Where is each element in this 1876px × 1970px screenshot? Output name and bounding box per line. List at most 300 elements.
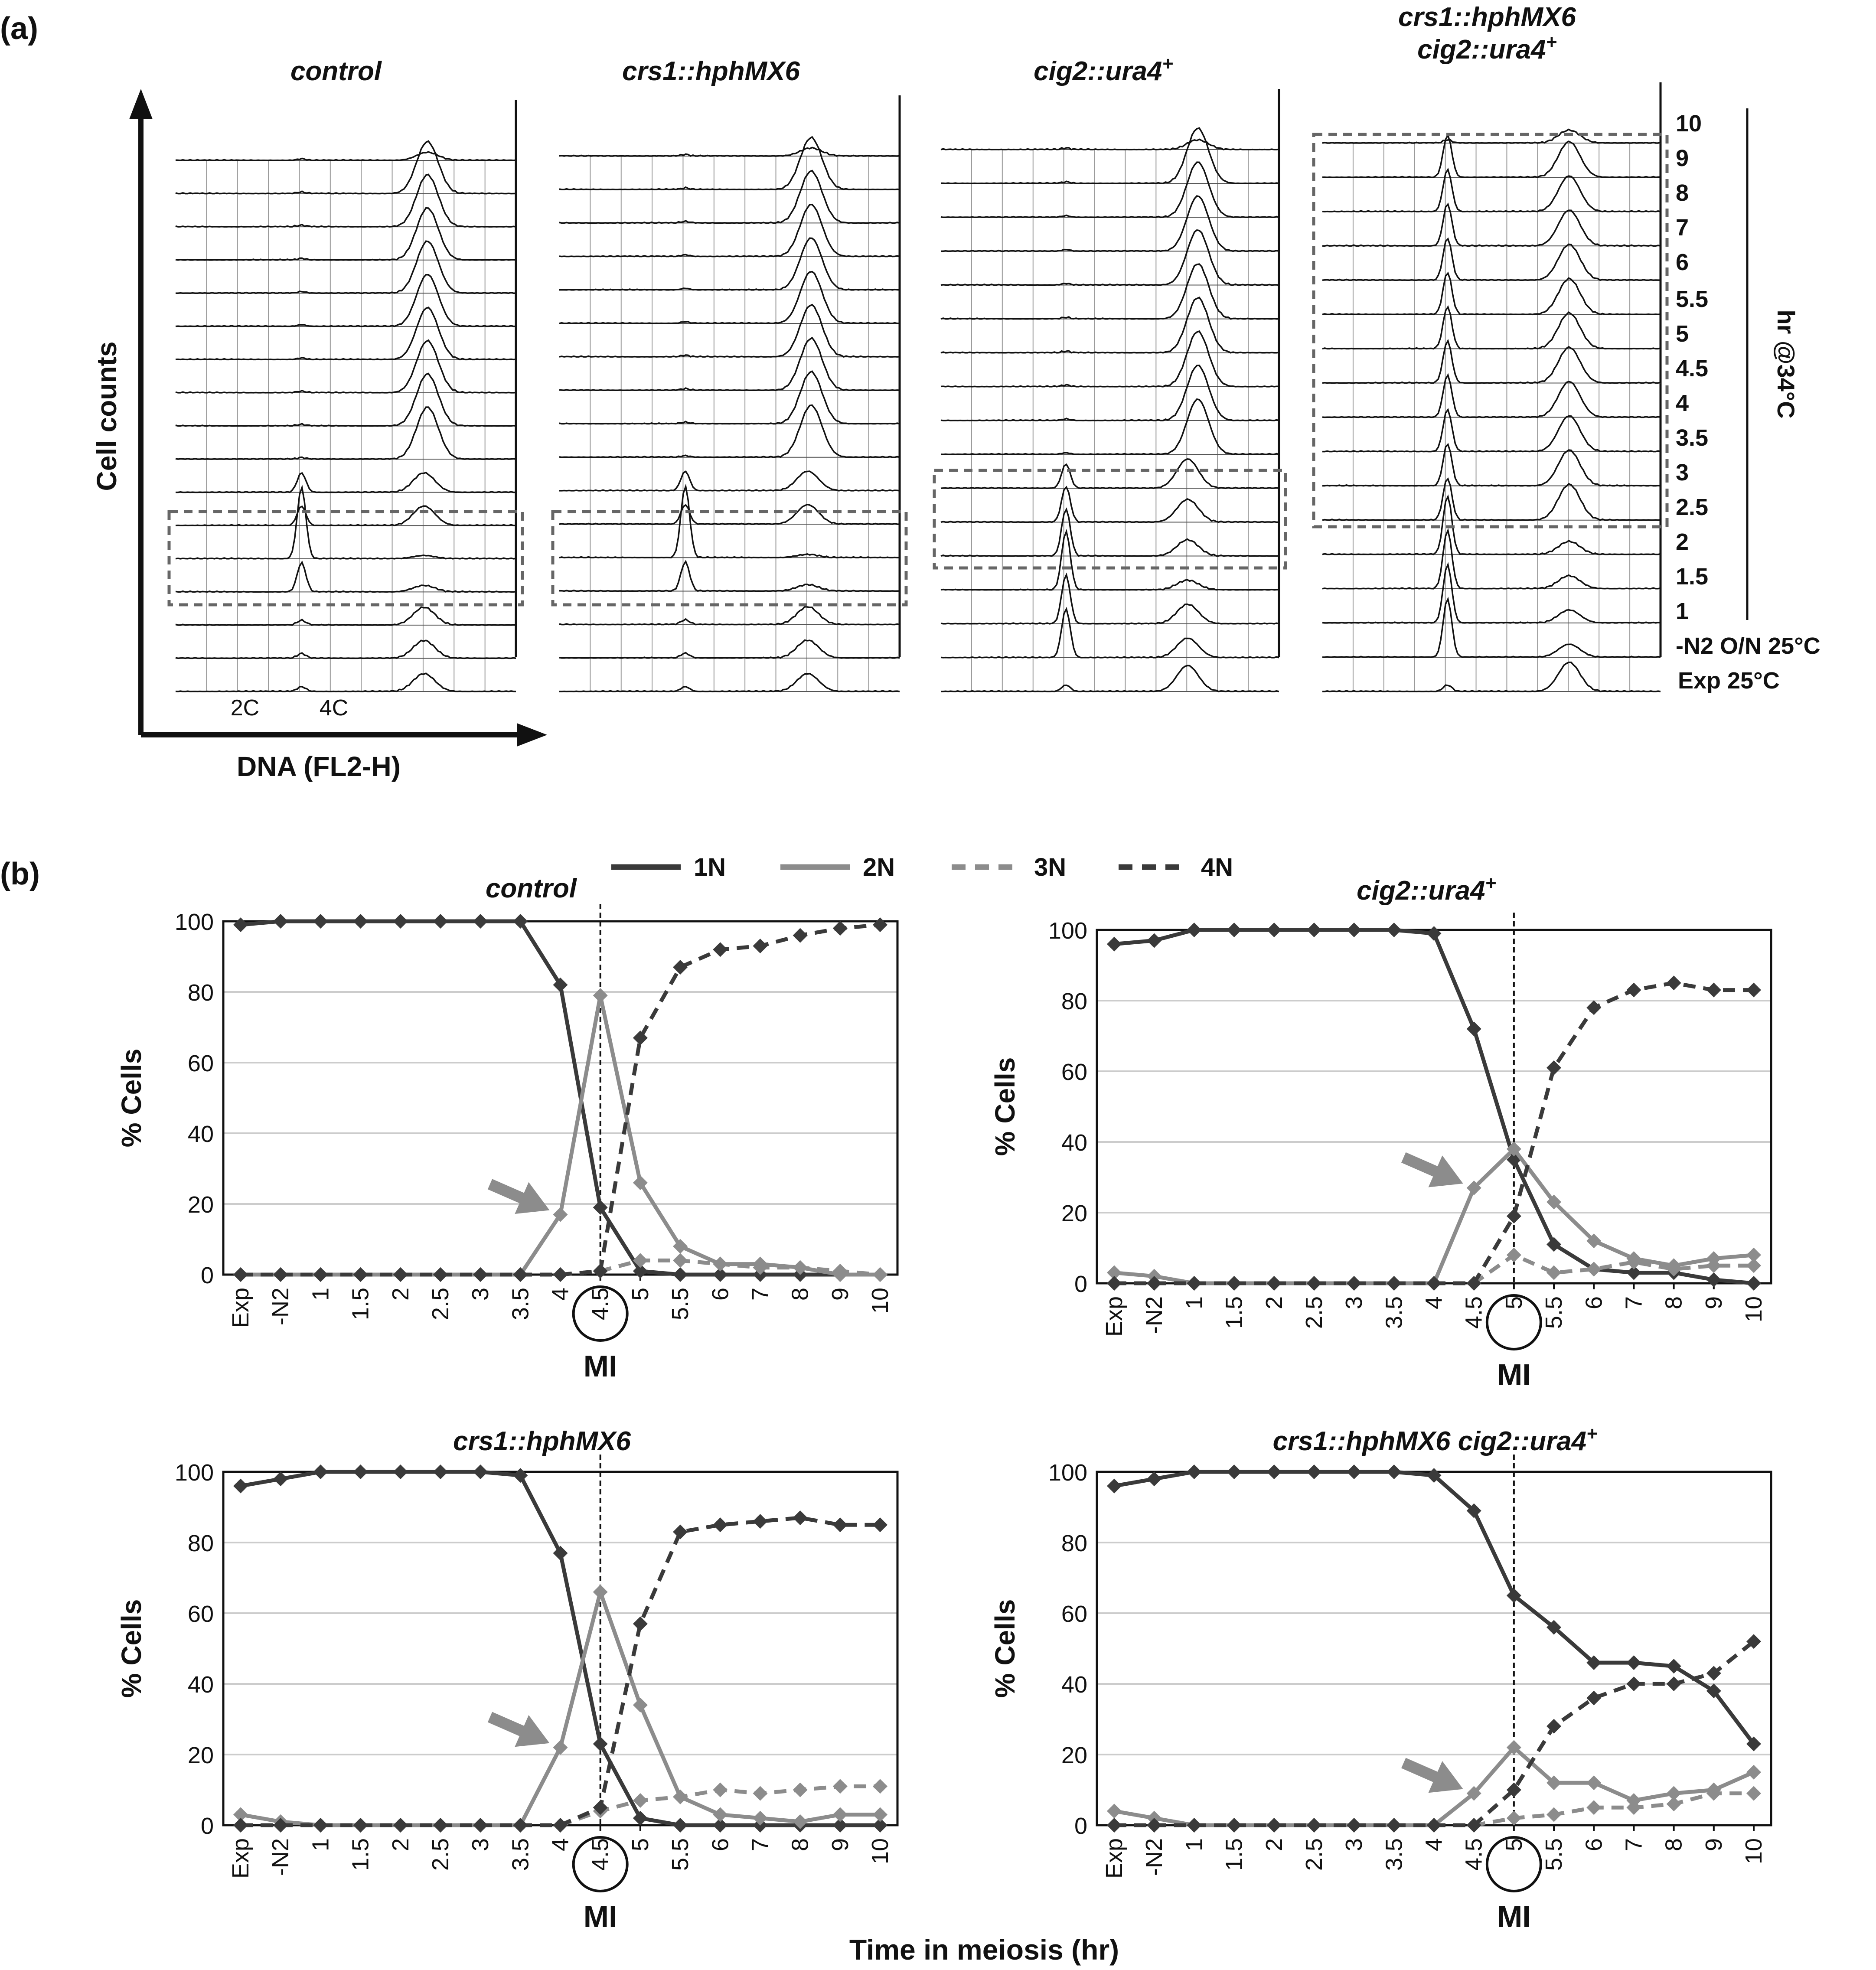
data-point-4N (1307, 1818, 1321, 1833)
x-tick-label: -N2 (1141, 1296, 1168, 1334)
x-tick-label: 7 (747, 1288, 773, 1301)
y-tick-label: 40 (1061, 1130, 1087, 1156)
data-point-4N (1427, 1276, 1442, 1291)
data-point-4N (1667, 1676, 1681, 1691)
histogram-trace (559, 674, 900, 691)
tick-4c: 4C (319, 695, 349, 721)
x-tick-label: Exp (1101, 1296, 1127, 1337)
mi-label: MI (583, 1900, 617, 1934)
data-point-4N (1626, 1676, 1641, 1691)
line-chart-1 (116, 874, 897, 1383)
data-point-4N (273, 1267, 288, 1282)
data-point-1N (273, 914, 288, 929)
histogram-trace (559, 405, 900, 457)
data-point-3N (873, 1267, 887, 1282)
histogram-trace (1322, 129, 1661, 143)
x-tick-label: 5 (627, 1838, 653, 1852)
data-point-1N (313, 1464, 328, 1479)
data-point-1N (513, 1468, 528, 1483)
data-point-1N (353, 1464, 368, 1479)
data-point-1N (273, 1471, 288, 1486)
data-point-4N (793, 1510, 808, 1525)
histogram-trace (559, 272, 900, 323)
mi-label: MI (583, 1349, 617, 1383)
data-point-4N (873, 1517, 887, 1532)
strain-label-double-line2: cig2::ura4+ (1417, 32, 1557, 65)
histogram-trace (176, 152, 516, 160)
histogram-trace (941, 230, 1279, 285)
histogram-trace (941, 509, 1279, 556)
data-point-1N (1427, 926, 1442, 941)
data-point-1N (1227, 923, 1242, 937)
x-tick-label: 7 (1621, 1838, 1647, 1852)
data-point-4N (393, 1818, 408, 1833)
data-point-1N (1107, 937, 1122, 952)
chart-title: crs1::hphMX6 (453, 1426, 631, 1456)
histogram-trace (941, 487, 1279, 522)
data-point-3N (1586, 1800, 1601, 1815)
x-tick-label: 3.5 (1381, 1838, 1407, 1871)
y-tick-label: 60 (187, 1050, 214, 1076)
x-tick-label: 1 (1181, 1838, 1207, 1852)
data-point-1N (673, 1267, 688, 1282)
data-point-4N (713, 942, 728, 957)
series-line-2N (241, 995, 880, 1275)
histogram-trace (559, 471, 900, 491)
histogram-trace (559, 338, 900, 390)
x-tick-label: 6 (1581, 1838, 1607, 1852)
data-point-4N (1347, 1276, 1361, 1291)
histogram-trace (941, 139, 1279, 150)
x-tick-label: 4 (547, 1838, 574, 1852)
histogram-trace (1322, 375, 1661, 417)
x-tick-label: -N2 (268, 1288, 294, 1326)
x-tick-label: 3 (1341, 1296, 1367, 1310)
chart-title: crs1::hphMX6 cig2::ura4+ (1272, 1423, 1598, 1456)
histogram-trace (1322, 341, 1661, 383)
x-tick-label: Exp (1101, 1838, 1127, 1879)
x-tick-label: 7 (1621, 1296, 1647, 1310)
histogram-trace (559, 486, 900, 558)
x-tick-label: 6 (1581, 1296, 1607, 1310)
histogram-trace (559, 640, 900, 658)
data-point-1N (1187, 1464, 1201, 1479)
x-tick-label: 4.5 (1461, 1296, 1487, 1329)
data-point-4N (353, 1267, 368, 1282)
data-point-4N (1387, 1276, 1401, 1291)
y-tick-label: 80 (187, 980, 214, 1006)
data-point-2N (873, 1807, 887, 1822)
data-point-4N (1227, 1818, 1242, 1833)
data-point-4N (473, 1267, 488, 1282)
data-point-4N (433, 1267, 448, 1282)
x-tick-label: 2.5 (1301, 1296, 1327, 1329)
data-point-4N (1107, 1276, 1122, 1291)
data-point-4N (833, 1517, 848, 1532)
histogram-trace (941, 665, 1279, 691)
data-point-4N (1746, 983, 1761, 998)
data-point-4N (673, 960, 688, 975)
row-label-14: 1 (1676, 598, 1689, 624)
x-tick-label: 1.5 (1221, 1296, 1247, 1329)
x-tick-label: 9 (1700, 1296, 1727, 1310)
legend-label-3N: 3N (1034, 853, 1067, 881)
data-point-4N (1107, 1818, 1122, 1833)
histogram-trace (176, 374, 516, 426)
data-point-2N (1107, 1804, 1122, 1818)
y-tick-label: 100 (174, 1460, 214, 1486)
histogram-trace (176, 607, 516, 625)
data-point-1N (593, 1737, 608, 1751)
data-point-1N (313, 914, 328, 929)
x-tick-label: 4.5 (1461, 1838, 1487, 1871)
y-axis-title-cells: % Cells (116, 1599, 147, 1698)
data-point-1N (1187, 923, 1201, 937)
plot-frame (223, 1472, 897, 1825)
x-tick-label: 6 (707, 1288, 734, 1301)
histogram-trace (1322, 204, 1661, 246)
data-point-3N (1667, 1797, 1681, 1811)
histogram-column-3 (941, 89, 1279, 691)
x-tick-label: 2 (1261, 1838, 1287, 1852)
data-point-4N (1227, 1276, 1242, 1291)
x-tick-label: 1.5 (347, 1288, 374, 1321)
data-point-1N (673, 1818, 688, 1833)
data-point-1N (233, 1479, 248, 1494)
data-point-4N (1667, 975, 1681, 990)
row-label-5: 5.5 (1676, 286, 1709, 312)
series-line-1N (241, 1472, 880, 1825)
y-tick-label: 40 (187, 1672, 214, 1698)
data-point-1N (1307, 923, 1321, 937)
histogram-trace (941, 264, 1279, 319)
histogram-trace (176, 673, 516, 691)
row-label-13: 1.5 (1676, 564, 1709, 590)
histogram-trace (941, 365, 1279, 421)
histogram-trace (1322, 170, 1661, 212)
data-point-1N (433, 914, 448, 929)
histogram-trace (559, 371, 900, 424)
histogram-trace (1322, 531, 1661, 589)
x-arrow-head (517, 723, 547, 747)
x-tick-label: 6 (707, 1838, 734, 1852)
x-tick-label: 3.5 (1381, 1296, 1407, 1329)
histogram-column-2 (559, 95, 900, 691)
data-point-1N (1706, 1272, 1721, 1287)
line-chart-3 (116, 1426, 897, 1934)
data-point-3N (713, 1257, 728, 1272)
x-tick-label: 9 (827, 1838, 853, 1852)
data-point-1N (1147, 1471, 1161, 1486)
y-tick-label: 60 (1061, 1601, 1087, 1627)
row-label-7: 4.5 (1676, 356, 1709, 382)
row-label-10: 3 (1676, 460, 1689, 486)
histogram-trace (176, 407, 516, 459)
data-point-3N (753, 1786, 767, 1801)
data-point-4N (433, 1818, 448, 1833)
y-tick-label: 60 (187, 1601, 214, 1627)
histogram-trace (941, 128, 1279, 183)
x-tick-label: 5.5 (667, 1838, 694, 1871)
y-tick-label: 20 (1061, 1742, 1087, 1768)
strain-label-double-line1: crs1::hphMX6 (1398, 2, 1576, 32)
x-axis-title-time: Time in meiosis (hr) (849, 1934, 1119, 1966)
histogram-trace (176, 141, 516, 194)
data-point-1N (1147, 933, 1161, 948)
histogram-trace (1322, 599, 1661, 657)
data-point-4N (873, 917, 887, 932)
histogram-trace (559, 561, 900, 591)
histogram-trace (559, 205, 900, 257)
x-tick-label: -N2 (268, 1838, 294, 1876)
data-point-4N (513, 1818, 528, 1833)
x-tick-label: 4.5 (587, 1838, 613, 1871)
x-tick-label: 8 (1661, 1838, 1687, 1852)
x-tick-label: 5 (1501, 1838, 1527, 1852)
data-point-1N (633, 1811, 648, 1826)
x-tick-label: 8 (1661, 1296, 1687, 1310)
x-tick-label: 3.5 (507, 1838, 534, 1871)
data-point-4N (1626, 983, 1641, 998)
row-label-4: 6 (1676, 249, 1689, 275)
data-point-3N (673, 1253, 688, 1268)
data-point-3N (1507, 1811, 1521, 1826)
data-point-1N (1107, 1479, 1122, 1494)
histogram-trace (176, 473, 516, 492)
strain-label-cig2: cig2::ura4+ (1034, 53, 1173, 86)
histogram-trace (1322, 410, 1661, 452)
row-label-1: 9 (1676, 145, 1689, 171)
data-point-1N (1267, 1464, 1282, 1479)
data-point-3N (673, 1790, 688, 1804)
data-point-4N (393, 1267, 408, 1282)
dashed-box-double (1314, 134, 1667, 527)
series-line-4N (1114, 983, 1754, 1283)
y-tick-label: 20 (187, 1742, 214, 1768)
x-tick-label: 2.5 (1301, 1838, 1327, 1871)
y-arrow-head (129, 89, 153, 119)
data-point-4N (1187, 1818, 1201, 1833)
x-tick-label: 2 (387, 1288, 414, 1301)
histogram-trace (941, 532, 1279, 590)
x-tick-label: 10 (867, 1838, 893, 1865)
data-point-1N (1746, 1276, 1761, 1291)
x-tick-label: 10 (1741, 1838, 1767, 1865)
data-point-4N (633, 1616, 648, 1631)
legend-label-2N: 2N (863, 853, 895, 881)
x-tick-label: 4 (547, 1288, 574, 1301)
histogram-trace (559, 305, 900, 357)
data-point-1N (353, 914, 368, 929)
x-tick-label: 4 (1421, 1296, 1447, 1310)
x-tick-label: 5 (1501, 1296, 1527, 1310)
histogram-trace (176, 506, 516, 525)
data-point-3N (1546, 1807, 1561, 1822)
data-point-4N (553, 1267, 568, 1282)
y-axis-title-cells: % Cells (116, 1048, 147, 1148)
x-tick-label: 1.5 (1221, 1838, 1247, 1871)
data-point-3N (1746, 1786, 1761, 1801)
data-point-1N (393, 1464, 408, 1479)
histogram-trace (941, 609, 1279, 658)
histogram-trace (559, 238, 900, 290)
data-point-4N (833, 921, 848, 936)
x-tick-label: 2.5 (427, 1288, 454, 1321)
chart-title: control (485, 874, 577, 903)
x-tick-label: 3.5 (507, 1288, 534, 1321)
data-point-4N (473, 1818, 488, 1833)
mi-label: MI (1497, 1358, 1531, 1392)
y-axis-title-cells: % Cells (989, 1599, 1021, 1698)
x-tick-label: 9 (1700, 1838, 1727, 1852)
data-point-3N (793, 1783, 808, 1797)
histogram-trace (176, 241, 516, 293)
x-tick-label: 10 (867, 1288, 893, 1314)
data-point-2N (1586, 1775, 1601, 1790)
data-point-2N (633, 1698, 648, 1712)
x-tick-label: 2.5 (427, 1838, 454, 1871)
histogram-trace (1322, 135, 1661, 177)
data-point-2N (833, 1807, 848, 1822)
histogram-trace (176, 340, 516, 393)
mi-label: MI (1497, 1900, 1531, 1934)
data-point-4N (753, 1514, 767, 1529)
histogram-trace (176, 307, 516, 359)
data-point-2N (553, 1740, 568, 1755)
x-tick-label: 4 (1421, 1838, 1447, 1852)
series-line-4N (241, 1518, 880, 1825)
tick-2c: 2C (230, 695, 260, 721)
data-point-1N (233, 917, 248, 932)
legend-label-1N: 1N (694, 853, 726, 881)
histogram-trace (176, 488, 516, 559)
y-tick-label: 80 (1061, 988, 1087, 1014)
histogram-trace (559, 171, 900, 223)
data-point-3N (1546, 1265, 1561, 1280)
y-tick-label: 100 (174, 909, 214, 935)
y-tick-label: 60 (1061, 1059, 1087, 1085)
x-tick-label: 1 (307, 1288, 334, 1301)
data-point-2N (593, 1585, 608, 1599)
data-point-4N (633, 1031, 648, 1045)
y-tick-label: 80 (1061, 1530, 1087, 1556)
data-point-4N (233, 1818, 248, 1833)
data-point-1N (553, 1546, 568, 1560)
y-tick-label: 0 (200, 1813, 214, 1839)
row-label-12: 2 (1676, 529, 1689, 555)
x-tick-label: 1 (1181, 1296, 1207, 1310)
x-tick-label: 7 (747, 1838, 773, 1852)
y-tick-label: 0 (200, 1262, 214, 1288)
histogram-trace (176, 640, 516, 658)
data-point-1N (1307, 1464, 1321, 1479)
x-tick-label: 4.5 (587, 1288, 613, 1321)
y-tick-label: 80 (187, 1530, 214, 1556)
data-point-4N (313, 1818, 328, 1833)
data-point-4N (233, 1267, 248, 1282)
row-label-9: 3.5 (1676, 425, 1709, 451)
x-axis-title-dna: DNA (FL2-H) (237, 751, 401, 782)
data-point-3N (873, 1779, 887, 1794)
data-point-4N (1387, 1818, 1401, 1833)
data-point-4N (1586, 1000, 1601, 1015)
data-point-1N (1347, 1464, 1361, 1479)
x-tick-label: Exp (228, 1838, 254, 1879)
data-point-4N (1307, 1276, 1321, 1291)
data-point-1N (1227, 1464, 1242, 1479)
histogram-trace (1322, 564, 1661, 623)
dashed-box-cig2 (934, 470, 1285, 568)
series-line-4N (241, 925, 880, 1275)
data-point-1N (1347, 923, 1361, 937)
data-point-1N (473, 914, 488, 929)
data-point-1N (1267, 923, 1282, 937)
x-tick-label: 5.5 (1541, 1838, 1567, 1871)
data-point-3N (833, 1779, 848, 1794)
data-point-4N (753, 939, 767, 953)
series-line-1N (1114, 1472, 1754, 1744)
strain-label-crs1: crs1::hphMX6 (622, 56, 800, 86)
y-tick-label: 40 (187, 1121, 214, 1147)
y-tick-label: 100 (1048, 918, 1087, 944)
row-label-8: 4 (1676, 390, 1689, 416)
strain-label-control: control (290, 56, 382, 86)
data-point-1N (1626, 1655, 1641, 1670)
histogram-trace (559, 147, 900, 156)
histogram-trace (941, 399, 1279, 454)
data-point-4N (593, 1264, 608, 1279)
row-label-16: Exp 25°C (1678, 668, 1780, 694)
panel-b-label: (b) (0, 857, 40, 891)
y-axis-title-cells: % Cells (989, 1057, 1021, 1156)
x-tick-label: 1 (307, 1838, 334, 1852)
line-chart-2 (989, 873, 1771, 1392)
data-point-4N (553, 1818, 568, 1833)
x-tick-label: 2 (1261, 1296, 1287, 1310)
x-tick-label: 3 (467, 1838, 494, 1852)
histogram-trace (941, 331, 1279, 387)
row-label-11: 2.5 (1676, 494, 1709, 520)
series-line-1N (1114, 930, 1754, 1283)
data-point-2N (1746, 1765, 1761, 1780)
x-tick-label: Exp (228, 1288, 254, 1328)
data-point-1N (393, 914, 408, 929)
panel-a-label: (a) (0, 11, 38, 46)
row-label-6: 5 (1676, 321, 1689, 347)
x-tick-label: 3 (467, 1288, 494, 1301)
data-point-4N (1267, 1818, 1282, 1833)
data-point-4N (1187, 1276, 1201, 1291)
histogram-trace (941, 196, 1279, 251)
data-point-4N (353, 1818, 368, 1833)
data-point-4N (1347, 1818, 1361, 1833)
data-point-1N (473, 1464, 488, 1479)
data-point-1N (433, 1464, 448, 1479)
x-tick-label: 1.5 (347, 1838, 374, 1871)
data-point-1N (1387, 923, 1401, 937)
data-point-4N (793, 928, 808, 943)
histogram-trace (941, 297, 1279, 353)
histogram-trace (559, 505, 900, 524)
x-tick-label: 2 (387, 1838, 414, 1852)
x-tick-label: 9 (827, 1288, 853, 1301)
chart-title: cig2::ura4+ (1357, 873, 1496, 906)
histogram-trace (941, 162, 1279, 217)
data-point-4N (673, 1525, 688, 1539)
y-tick-label: 20 (1061, 1200, 1087, 1226)
time-axis-label: hr @34°C (1772, 310, 1800, 419)
x-tick-label: 5.5 (1541, 1296, 1567, 1329)
